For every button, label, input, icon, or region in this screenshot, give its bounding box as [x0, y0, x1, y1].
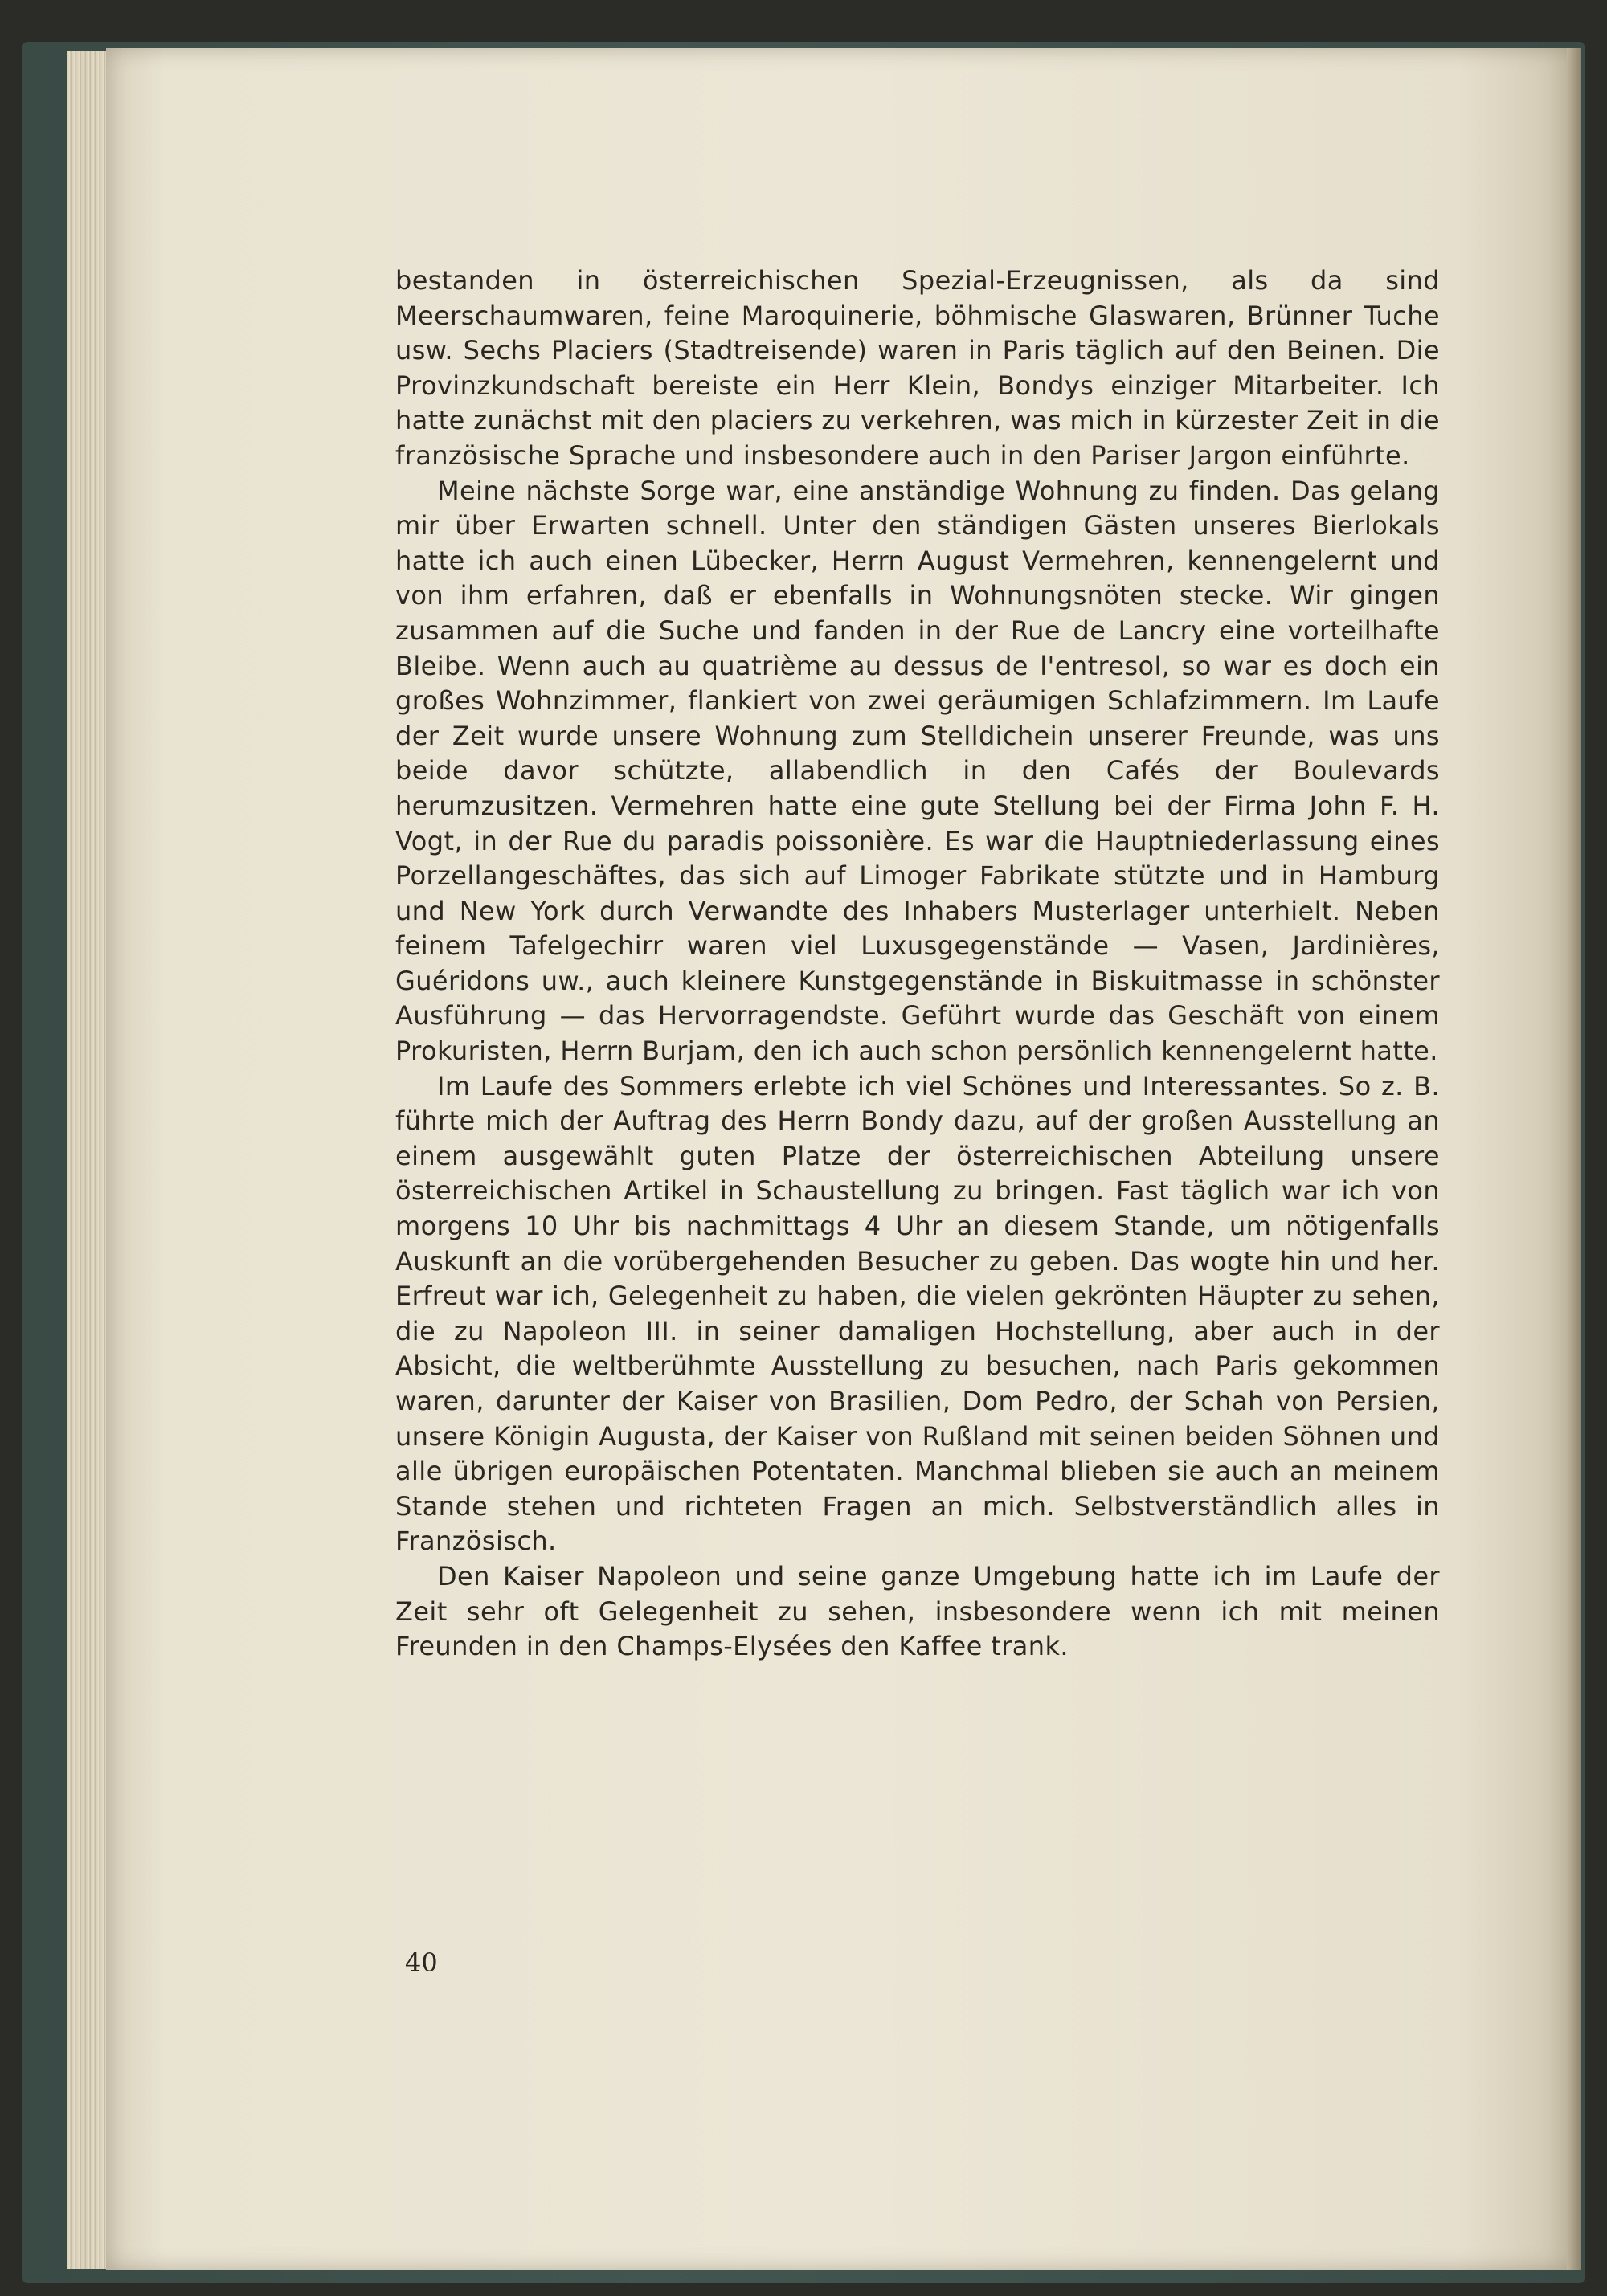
paragraph-2: Meine nächste Sorge war, eine anständige Wohnung zu finden. Das gelang mir über Erwarten schnell. Unter den ständigen Gästen unseres Bierlokals hatte ich auch einen Lübecker, Herrn August Vermehren, kennengelernt und von ihm erfahren, daß er ebenfalls in Wohnungsnöten stecke. Wir gingen zusammen auf die Suche und fanden in der Rue de Lancry eine vorteilhafte Bleibe. Wenn auch au quatrième au dessus de l'entresol, so war es doch ein großes Wohnzimmer, flankiert von zwei geräumigen Schlafzimmern. Im Laufe der Zeit wurde unsere Wohnung zum Stelldichein unserer Freunde, was uns beide davor schützte, allabendlich in den Cafés der Boulevards herumzusitzen. Vermehren hatte eine gute Stellung bei der Firma John F. H. Vogt, in der Rue du paradis poissonière. Es war die Hauptniederlassung eines Porzellangeschäftes, das sich auf Limoger Fabrikate stützte und in Hamburg und New York durch Verwandte des Inhabers Musterlager unterhielt. Neben feinem Tafelgechirr waren viel Luxusgegenstände — Vasen, Jardinières, Guéridons uw., auch kleinere Kunstgegenstände in Biskuitmasse in schönster Ausführung — das Hervorragendste. Geführt wurde das Geschäft von einem Prokuristen, Herrn Burjam, den ich auch schon persönlich kennengelernt hatte. [395, 475, 1440, 1067]
paragraph-1: bestanden in österreichischen Spezial-Erzeugnissen, als da sind Meerschaumwaren, feine Maroquinerie, böhmische Glaswaren, Brünner Tuche usw. Sechs Placiers (Stadtreisende) waren in Paris täglich auf den Beinen. Die Provinzkundschaft bereiste ein Herr Klein, Bondys einziger Mitarbeiter. Ich hatte zunächst mit den placiers zu verkehren, was mich in kürzester Zeit in die französische Sprache und insbesondere auch in den Pariser Jargon einführte. [395, 265, 1440, 471]
page-number: 40 [405, 1947, 438, 1978]
body-text [395, 264, 1440, 1665]
page-gutter-shadow [1567, 48, 1581, 2270]
paragraph-4: Den Kaiser Napoleon und seine ganze Umgebung hatte ich im Laufe der Zeit sehr oft Gelegenheit zu sehen, insbesondere wenn ich mit meinen Freunden in den Champs-Elysées den Kaffee trank. [395, 1560, 1440, 1662]
paragraph-3: Im Laufe des Sommers erlebte ich viel Schönes und Interessantes. So z. B. führte mich der Auftrag des Herrn Bondy dazu, auf der großen Ausstellung an einem ausgewählt guten Platze der österreichischen Abteilung unsere österreichischen Artikel in Schaustellung zu bringen. Fast täglich war ich von morgens 10 Uhr bis nachmittags 4 Uhr an diesem Stande, um nötigenfalls Auskunft an die vorübergehenden Besucher zu geben. Das wogte hin und her. Erfreut war ich, Gelegenheit zu haben, die vielen gekrönten Häupter zu sehen, die zu Napoleon III. in seiner damaligen Hochstellung, aber auch in der Absicht, die weltberühmte Ausstellung zu besuchen, nach Paris gekommen waren, darunter der Kaiser von Brasilien, Dom Pedro, der Schah von Persien, unsere Königin Augusta, der Kaiser von Rußland mit seinen beiden Söhnen und alle übrigen europäischen Potentaten. Manchmal blieben sie auch an meinem Stande stehen und richteten Fragen an mich. Selbstverständlich alles in Französisch. [395, 1070, 1440, 1557]
